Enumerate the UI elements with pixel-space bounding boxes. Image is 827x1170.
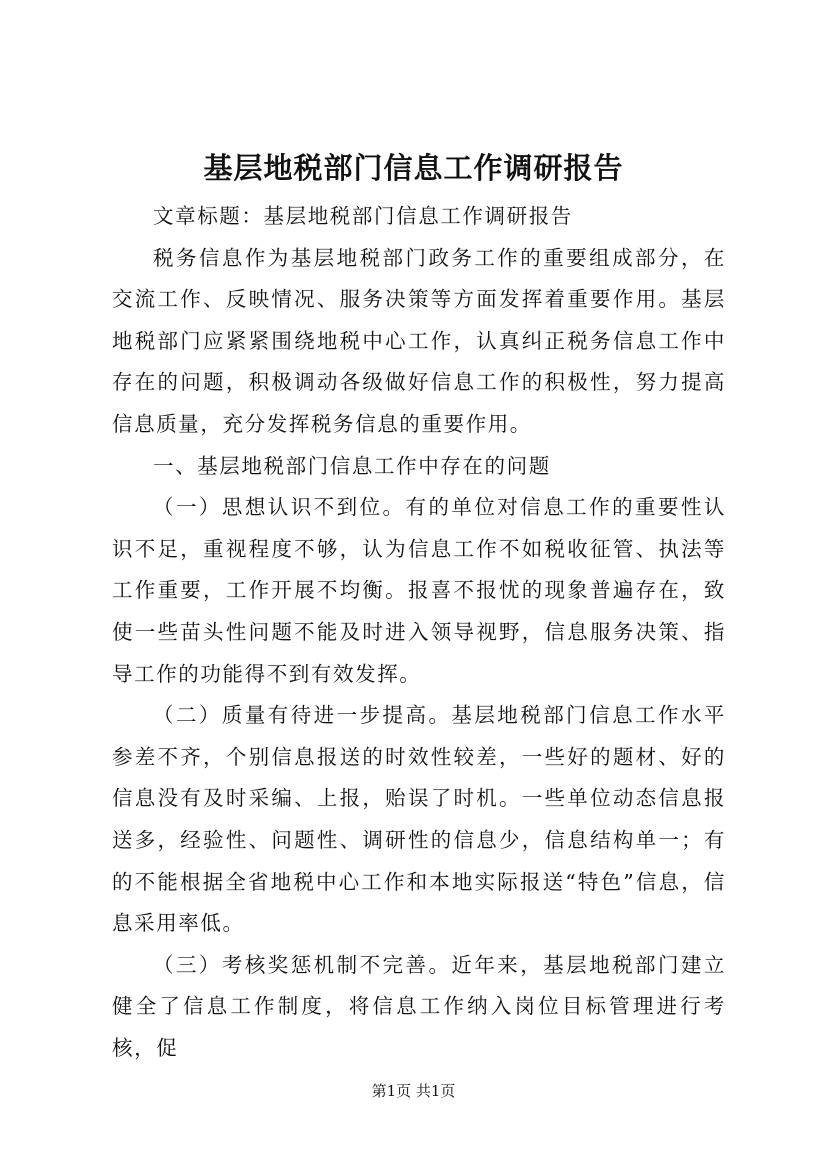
body-paragraph: （一）思想认识不到位。有的单位对信息工作的重要性认识不足，重视程度不够，认为信息工作不如税收征管、执法等工作重要，工作开展不均衡。报喜不报忧的现象普遍存在，致使一些苗头性问题不能及时进入领导视野，信息服务决策、指导工作的功能得不到有效发挥。 — [112, 495, 726, 686]
document-body — [112, 196, 726, 1069]
section-heading: 一、基层地税部门信息工作中存在的问题 — [153, 453, 551, 478]
body-paragraph: （二）质量有待进一步提高。基层地税部门信息工作水平参差不齐，个别信息报送的时效性较差，一些好的题材、好的信息没有及时采编、上报，贻误了时机。一些单位动态信息报送多，经验性、问题性、调研性的信息少，信息结构单一；有的不能根据全省地税中心工作和本地实际报送“特色”信息，信息采用率低。 — [112, 703, 726, 936]
page-title: 基层地税部门信息工作调研报告 — [203, 151, 624, 185]
intro-paragraph: 税务信息作为基层地税部门政务工作的重要组成部分，在交流工作、反映情况、服务决策等方面发挥着重要作用。基层地税部门应紧紧围绕地税中心工作，认真纠正税务信息工作中存在的问题，积极调动各级做好信息工作的积极性，努力提高信息质量，充分发挥税务信息的重要作用。 — [112, 245, 726, 436]
body-paragraph: （三）考核奖惩机制不完善。近年来，基层地税部门建立健全了信息工作制度，将信息工作纳入岗位目标管理进行考核，促 — [112, 952, 726, 1060]
page-number-footer: 第1页 共1页 — [371, 1082, 456, 1100]
article-title-line: 文章标题：基层地税部门信息工作调研报告 — [153, 204, 573, 228]
